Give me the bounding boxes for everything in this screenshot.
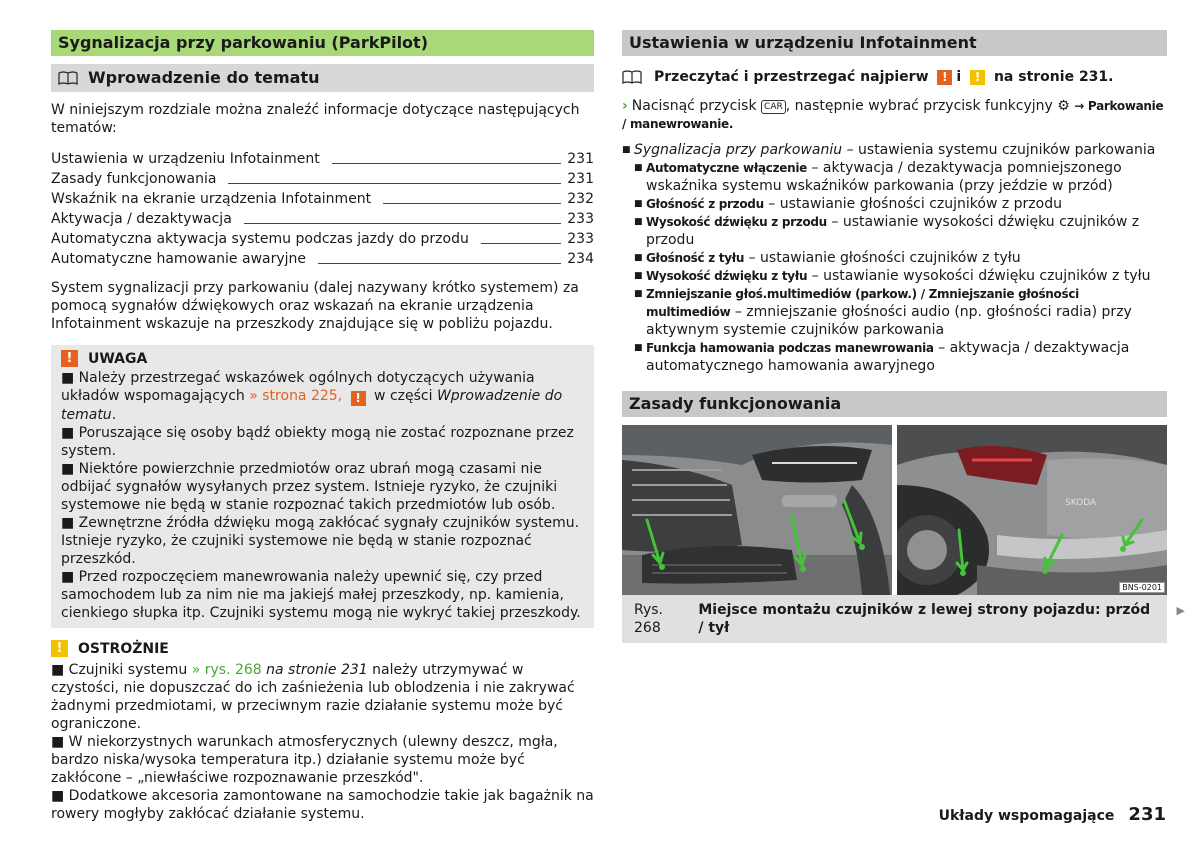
front-car-photo [622, 425, 892, 595]
rear-car-photo [897, 425, 1167, 595]
page-link[interactable]: » strona 225, [249, 388, 343, 404]
warning-icon: ! [351, 391, 366, 406]
list-item: ■ Funkcja hamowania podczas manewrowania – aktywacja / dezaktywacja automatycznego hamowania awaryjnego [622, 339, 1167, 375]
left-column [51, 30, 594, 823]
list-item: ■ Wysokość dźwięku z przodu – ustawianie wysokości dźwięku czujników z przodu [622, 213, 1167, 249]
caution-header [51, 640, 594, 657]
footer-section: Układy wspomagające [938, 808, 1115, 824]
page-footer [939, 804, 1166, 825]
section-title: Ustawienia w urządzeniu Infotainment [622, 30, 1167, 56]
section2-title: Zasady funkcjonowania [622, 391, 1167, 417]
list-item: ■ Zmniejszanie głoś.multimediów (parkow.) / Zmniejszanie głośności multimediów – zmniejszanie głośności audio (np. głośności radia) przy aktywnym systemie czujników parkowania [622, 285, 1167, 339]
toc-row[interactable]: Automatyczne hamowanie awaryjne 234 [51, 251, 594, 267]
subsection-title: Wprowadzenie do tematu [88, 68, 320, 87]
settings-list [622, 141, 1167, 375]
warning-title: UWAGA [88, 350, 148, 367]
caution-title: OSTROŻNIE [78, 640, 169, 657]
warning-box [51, 345, 594, 628]
book-icon [58, 71, 78, 85]
list-item: ■ Głośność z tyłu – ustawianie głośności czujników z tyłu [622, 249, 1167, 267]
continue-arrow-icon: ▶ [1176, 604, 1185, 617]
section-title: Sygnalizacja przy parkowaniu (ParkPilot) [51, 30, 594, 56]
toc-row[interactable]: Automatyczna aktywacja systemu podczas jazdy do przodu 233 [51, 231, 594, 247]
right-column [622, 30, 1185, 643]
chevron-right-icon: › [622, 98, 628, 114]
warning-icon: ! [937, 70, 952, 85]
toc-row[interactable]: Wskaźnik na ekranie urządzenia Infotainment 232 [51, 191, 594, 207]
figure-code: BNS-0201 [1119, 582, 1165, 593]
car-badge: SKODA [1065, 498, 1097, 508]
warning-item: ■ Niektóre powierzchnie przedmiotów oraz ubrań mogą czasami nie odbijać sygnałów wysyłanych przez system. Istnieje ryzyko, że czujniki systemowe nie będą w stanie rozpoznać takich przedmiotów lub osób. [61, 461, 558, 513]
warning-item: ■ Przed rozpoczęciem manewrowania należy upewnić się, czy przed samochodem lub za nim nie ma jakiejś małej przeszkody, np. kamienia, cienkiego słupka itp. Czujniki systemu mogą nie wykryć takiej przeszkody. [61, 569, 581, 621]
warning-icon: ! [61, 350, 78, 367]
caution-icon: ! [970, 70, 985, 85]
table-of-contents [51, 149, 594, 269]
toc-row[interactable]: Zasady funkcjonowania 231 [51, 171, 594, 187]
instruction-step: › Nacisnąć przycisk CAR , następnie wybrać przycisk funkcyjny ⚙ → Parkowanie / manewrowanie. [622, 98, 1164, 131]
caution-box [51, 640, 594, 823]
figure-268 [622, 425, 1167, 595]
page-number: 231 [1128, 804, 1166, 825]
warning-item: ■ Należy przestrzegać wskazówek ogólnych dotyczących używania układów wspomagających » strona 225, ! w części Wprowadzenie do tematu. [61, 370, 563, 423]
toc-row[interactable]: Ustawienia w urządzeniu Infotainment 231 [51, 151, 594, 167]
caution-item: ■ W niekorzystnych warunkach atmosferycznych (ulewny deszcz, mgła, bardzo niska/wysoka temperatura itp.) działanie systemu może być zakłócone – „niewłaściwe rozpoznawanie przeszkód". [51, 734, 558, 786]
menu-path: → Parkowanie / manewrowanie. [622, 99, 1164, 131]
system-description: System sygnalizacji przy parkowaniu (dalej nazywany krótko systemem) za pomocą sygnałów dźwiękowych oraz wskazań na ekranie urządzenia Infotainment wskazuje na przeszkody znajdujące się w pobliżu pojazdu. [51, 280, 579, 332]
gear-icon: ⚙ [1057, 98, 1070, 114]
warning-item: ■ Poruszające się osoby bądź obiekty mogą nie zostać rozpoznane przez system. [61, 425, 574, 459]
caption-number: Rys. 268 [634, 602, 663, 636]
figure-link[interactable]: » rys. 268 [191, 662, 262, 678]
book-icon [622, 70, 642, 84]
warning-header [61, 350, 584, 367]
list-item: ■ Wysokość dźwięku z tyłu – ustawianie wysokości dźwięku czujników z tyłu [622, 267, 1167, 285]
subsection-header [51, 64, 594, 92]
list-item: ■ Sygnalizacja przy parkowaniu – ustawienia systemu czujników parkowania [622, 141, 1167, 159]
caution-item: ■ Czujniki systemu » rys. 268 na stronie 231 należy utrzymywać w czystości, nie dopuszczać do ich zaśnieżenia lub oblodzenia i nie zakrywać żadnymi przedmiotami, w przeciwnym razie działanie systemu może być ograniczone. [51, 662, 575, 732]
toc-row[interactable]: Aktywacja / dezaktywacja 233 [51, 211, 594, 227]
car-key-icon: CAR [761, 100, 786, 114]
caution-icon: ! [51, 640, 68, 657]
caption-text: Miejsce montażu czujników z lewej strony pojazdu: przód / tył [698, 602, 1151, 636]
warning-item: ■ Zewnętrzne źródła dźwięku mogą zakłócać sygnały czujników systemu. Istnieje ryzyko, że czujniki systemowe nie będą w stanie rozpoznać przeszkód. [61, 515, 580, 567]
read-notice: Przeczytać i przestrzegać najpierw ! i ! na stronie 231. [622, 69, 1167, 85]
caution-item: ■ Dodatkowe akcesoria zamontowane na samochodzie takie jak bagażnik na rowery mogłyby zakłócać działanie systemu. [51, 788, 594, 822]
list-item: ■ Głośność z przodu – ustawianie głośności czujników z przodu [622, 195, 1167, 213]
intro-text: W niniejszym rozdziale można znaleźć informacje dotyczące następujących tematów: [51, 102, 580, 136]
list-item: ■ Automatyczne włączenie – aktywacja / dezaktywacja pomniejszonego wskaźnika systemu wskaźników parkowania (przy jeździe w przód) [622, 159, 1167, 195]
figure-caption [622, 595, 1185, 643]
